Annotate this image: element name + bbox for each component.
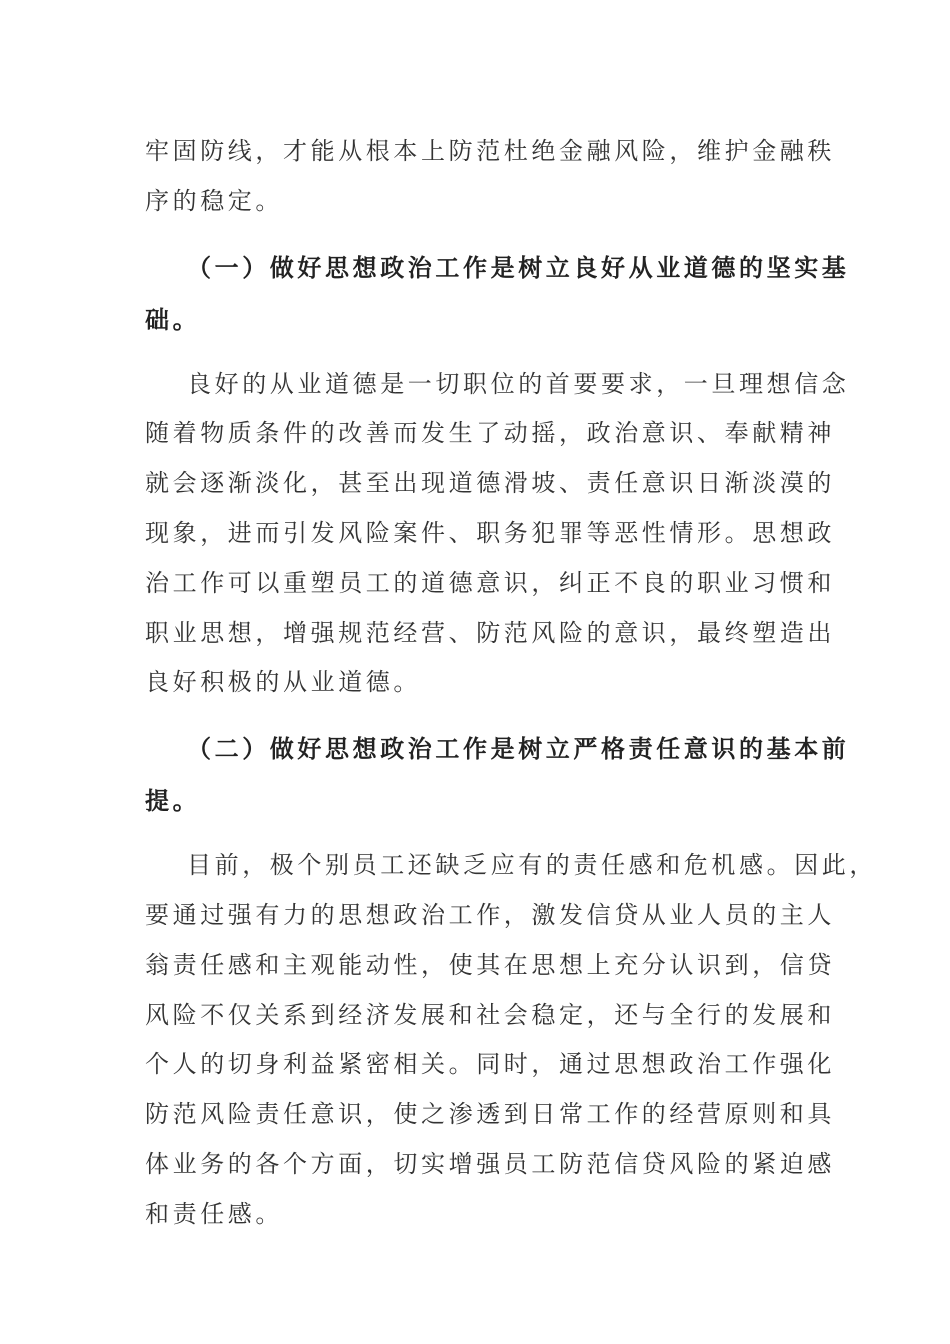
- text-line: 良好积极的从业道德。: [145, 668, 421, 697]
- text-line: 就会逐渐淡化，甚至出现道德滑坡、责任意识日渐淡漠的: [145, 469, 835, 498]
- heading-line: （一）做好思想政治工作是树立良好从业道德的坚实基: [187, 253, 850, 282]
- text-line: 要通过强有力的思想政治工作，激发信贷从业人员的主人: [145, 900, 835, 929]
- section-2-heading: [145, 723, 850, 827]
- text-line: 随着物质条件的改善而发生了动摇，政治意识、奉献精神: [145, 419, 835, 448]
- text-line: 个人的切身利益紧密相关。同时，通过思想政治工作强化: [145, 1050, 835, 1079]
- paragraph-gap: [145, 827, 807, 841]
- text-line: 体业务的各个方面，切实增强员工防范信贷风险的紧迫感: [145, 1149, 835, 1178]
- text-line: 职业思想，增强规范经营、防范风险的意识，最终塑造出: [145, 618, 835, 647]
- section-2-paragraph: [145, 841, 877, 1239]
- text-line: 目前，极个别员工还缺乏应有的责任感和危机感。因此，: [187, 851, 877, 880]
- heading-line: 础。: [145, 305, 201, 334]
- text-line: 治工作可以重塑员工的道德意识，纠正不良的职业习惯和: [145, 568, 835, 597]
- section-1-heading: [145, 242, 850, 346]
- heading-line: （二）做好思想政治工作是树立严格责任意识的基本前: [187, 735, 850, 764]
- text-line: 良好的从业道德是一切职位的首要要求，一旦理想信念: [187, 369, 850, 398]
- text-line: 和责任感。: [145, 1199, 283, 1228]
- intro-paragraph: [145, 127, 835, 227]
- section-1-paragraph: [145, 360, 850, 709]
- document-body: [145, 127, 877, 1240]
- text-line: 序的稳定。: [145, 186, 283, 215]
- text-line: 风险不仅关系到经济发展和社会稳定，还与全行的发展和: [145, 1000, 835, 1029]
- text-line: 防范风险责任意识，使之渗透到日常工作的经营原则和具: [145, 1100, 835, 1129]
- text-line: 翁责任感和主观能动性，使其在思想上充分认识到，信贷: [145, 950, 835, 979]
- text-line: 现象，进而引发风险案件、职务犯罪等恶性情形。思想政: [145, 518, 835, 547]
- paragraph-gap: [145, 346, 807, 360]
- heading-line: 提。: [145, 787, 201, 816]
- paragraph-gap: [145, 708, 807, 723]
- paragraph-gap: [145, 227, 807, 242]
- text-line: 牢固防线，才能从根本上防范杜绝金融风险，维护金融秩: [145, 137, 835, 165]
